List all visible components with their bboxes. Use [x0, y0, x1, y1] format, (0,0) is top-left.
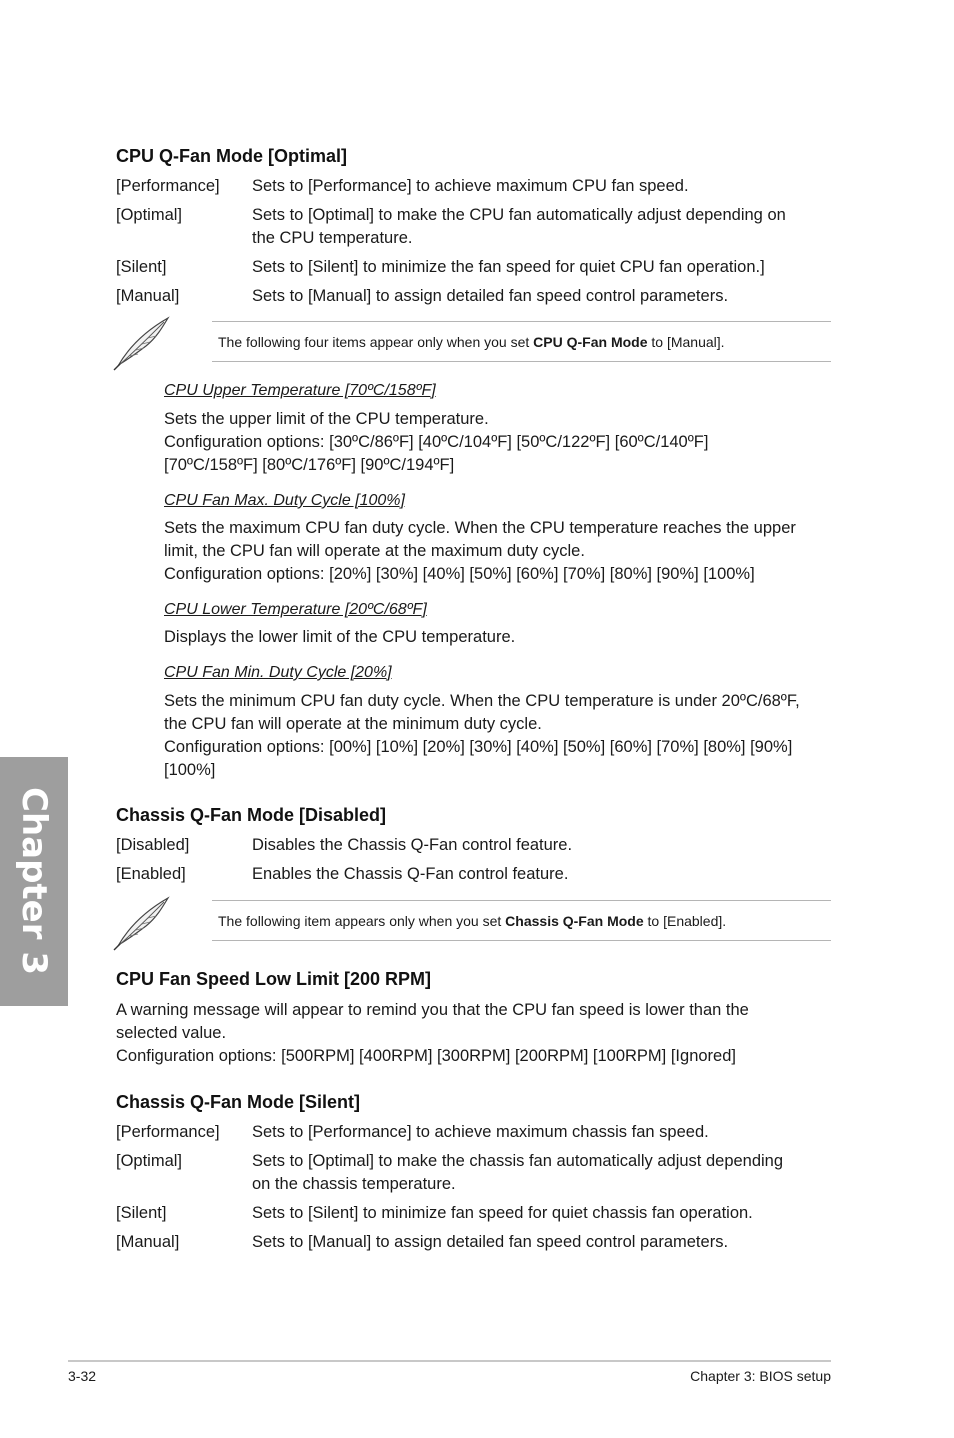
subsection-title: CPU Fan Min. Duty Cycle [20%]: [164, 664, 392, 681]
note-text: The following item appears only when you set Chassis Q-Fan Mode to [Enabled].: [218, 913, 727, 929]
note-bottom-rule: [212, 940, 831, 941]
subsection-title: CPU Lower Temperature [20ºC/68ºF]: [164, 601, 427, 618]
option-description: Sets to [Silent] to minimize the fan speed for quiet CPU fan operation.]: [252, 258, 765, 276]
subsection-title: CPU Fan Max. Duty Cycle [100%]: [164, 492, 405, 509]
option-description: Sets to [Optimal] to make the CPU fan automatically adjust depending on the CPU temperature.: [252, 206, 786, 247]
subsection-body: Sets the minimum CPU fan duty cycle. When the CPU temperature is under 20ºC/68ºF, the CPU fan will operate at the minimum duty cycle. Configuration options: [00%] [10%] [20%] [30%] [40%] [50%] [60%] [70%] [80%] [90%] [100%]: [164, 692, 800, 779]
quill-note-icon: [112, 894, 174, 952]
option-description: Sets to [Manual] to assign detailed fan speed control parameters.: [252, 1233, 729, 1251]
page-number: 3-32: [68, 1368, 97, 1384]
chapter-side-tab-label: Chapter 3: [14, 786, 54, 976]
quill-note-icon: [112, 314, 174, 372]
footer-chapter-title: Chapter 3: BIOS setup: [690, 1368, 831, 1384]
option-description: Sets to [Manual] to assign detailed fan speed control parameters.: [252, 287, 729, 305]
note-top-rule: [212, 321, 831, 322]
note-text: The following four items appear only when you set CPU Q-Fan Mode to [Manual].: [218, 334, 725, 350]
option-description: Enables the Chassis Q-Fan control feature.: [252, 865, 569, 883]
subsection-title: CPU Upper Temperature [70ºC/158ºF]: [164, 382, 436, 399]
option-description: Sets to [Performance] to achieve maximum chassis fan speed.: [252, 1123, 709, 1141]
subsection-body: Sets the maximum CPU fan duty cycle. When the CPU temperature reaches the upper limit, the CPU fan will operate at the maximum duty cycle. Configuration options: [20%] [30%] [40%] [50%] [60%] [70%] [80%] [90%] [100%]: [164, 519, 796, 583]
option-label: [Manual]: [116, 287, 180, 305]
section-heading-chassis-qfan-silent: Chassis Q-Fan Mode [Silent]: [116, 1092, 361, 1112]
subsection-body: Displays the lower limit of the CPU temperature.: [164, 628, 516, 646]
option-label: [Optimal]: [116, 1152, 183, 1170]
option-label: [Silent]: [116, 1204, 167, 1222]
option-description: Disables the Chassis Q-Fan control feature.: [252, 836, 573, 854]
option-label: [Disabled]: [116, 836, 190, 854]
note-top-rule: [212, 900, 831, 901]
footer-rule: [68, 1360, 831, 1362]
option-label: [Manual]: [116, 1233, 180, 1251]
option-label: [Silent]: [116, 258, 167, 276]
option-label: [Optimal]: [116, 206, 183, 224]
section-heading-cpu-qfan-mode: CPU Q-Fan Mode [Optimal]: [116, 146, 347, 166]
note-bottom-rule: [212, 361, 831, 362]
option-description: Sets to [Performance] to achieve maximum CPU fan speed.: [252, 177, 689, 195]
option-label: [Performance]: [116, 177, 220, 195]
section-heading-cpu-fan-speed-low-limit: CPU Fan Speed Low Limit [200 RPM]: [116, 969, 432, 989]
option-description: Sets to [Optimal] to make the chassis fan automatically adjust depending on the chassis temperature.: [252, 1152, 784, 1193]
option-label: [Performance]: [116, 1123, 220, 1141]
option-description: Sets to [Silent] to minimize fan speed for quiet chassis fan operation.: [252, 1204, 753, 1222]
subsection-body: Sets the upper limit of the CPU temperature. Configuration options: [30ºC/86ºF] [40ºC/104ºF] [50ºC/122ºF] [60ºC/140ºF] [70ºC/158ºF] [80ºC/176ºF] [90ºC/194ºF]: [164, 410, 709, 474]
section-body: A warning message will appear to remind you that the CPU fan speed is lower than the selected value. Configuration options: [500RPM] [400RPM] [300RPM] [200RPM] [100RPM] [Ignored]: [116, 1001, 749, 1065]
section-heading-chassis-qfan-disabled: Chassis Q-Fan Mode [Disabled]: [116, 805, 387, 825]
option-label: [Enabled]: [116, 865, 186, 883]
